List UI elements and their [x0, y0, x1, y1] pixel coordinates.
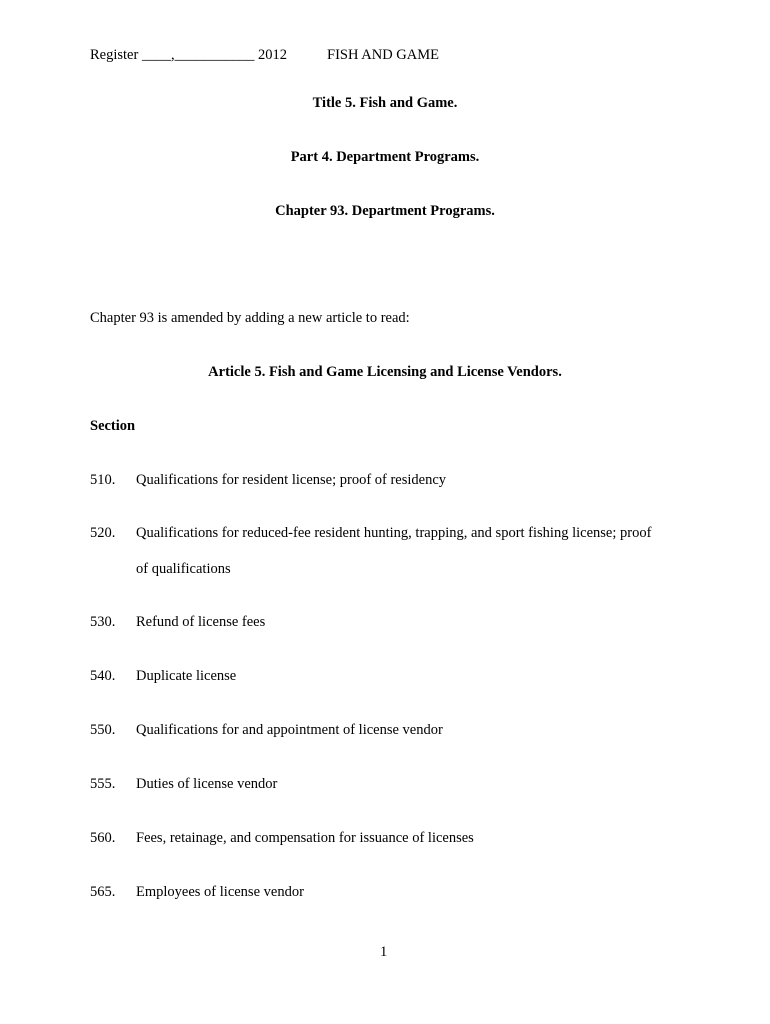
- title-heading: Title 5. Fish and Game.: [312, 95, 458, 111]
- section-title: Duplicate license: [136, 668, 237, 684]
- section-title: Qualifications for reduced-fee resident hunting, trapping, and sport fishing license; proof: [136, 525, 652, 541]
- section-title: Employees of license vendor: [136, 884, 304, 900]
- section-number: 560.: [90, 830, 116, 846]
- section-title: Qualifications for resident license; proof of residency: [136, 472, 447, 488]
- section-number: 540.: [90, 668, 116, 684]
- section-title: Qualifications for and appointment of license vendor: [136, 722, 443, 738]
- section-number: 530.: [90, 614, 116, 630]
- section-number: 565.: [90, 884, 116, 900]
- section-number: 520.: [90, 525, 116, 541]
- page-number: 1: [380, 944, 388, 960]
- section-number: 555.: [90, 776, 116, 792]
- section-number: 550.: [90, 722, 116, 738]
- section-title-continued: of qualifications: [136, 561, 231, 577]
- chapter-heading: Chapter 93. Department Programs.: [275, 203, 495, 219]
- section-label: Section: [90, 418, 136, 434]
- intro-paragraph: Chapter 93 is amended by adding a new article to read:: [90, 310, 410, 326]
- section-number: 510.: [90, 472, 116, 488]
- section-title: Refund of license fees: [136, 614, 266, 630]
- article-heading: Article 5. Fish and Game Licensing and License Vendors.: [208, 364, 562, 380]
- section-title: Duties of license vendor: [136, 776, 278, 792]
- register-line: Register ____,___________ 2012: [90, 47, 287, 63]
- agency-header: FISH AND GAME: [327, 47, 439, 63]
- part-heading: Part 4. Department Programs.: [290, 149, 480, 165]
- section-title: Fees, retainage, and compensation for issuance of licenses: [136, 830, 474, 846]
